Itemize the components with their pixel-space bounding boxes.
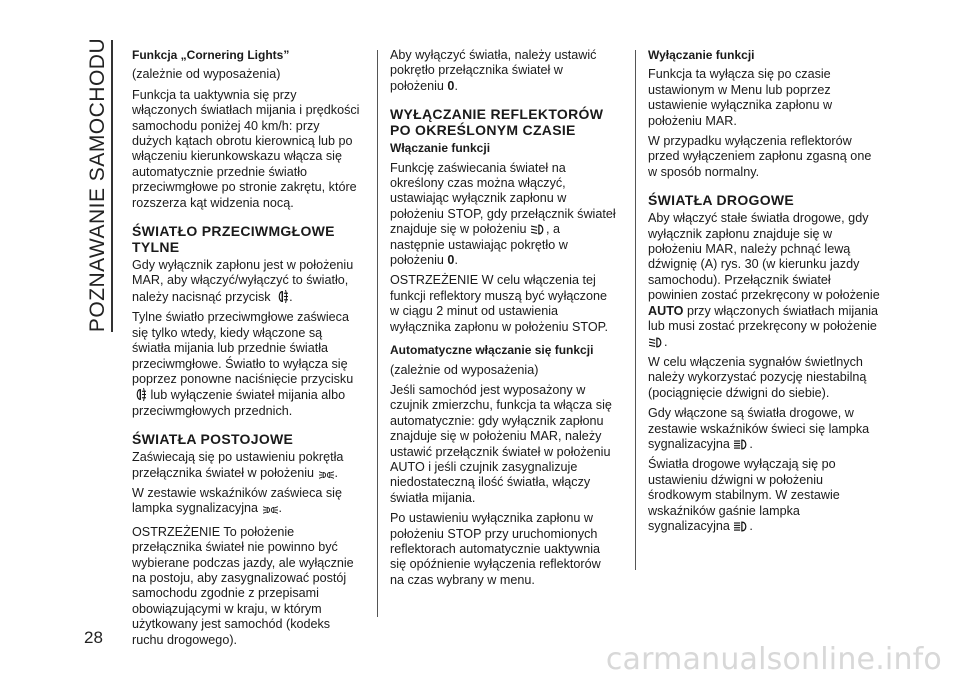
paragraph: Aby włączyć stałe światła drogowe, gdy wyłącznik zapłonu znajduje się w położeniu MAR, należy pchnąć lewą dźwignię (A) rys. 30 (w kierunku jazdy samochodu). Przełącznik świateł powinien zostać przekręcony w położenie AUTO przy włączonych światłach mijania lub musi zostać przekręcony w położenie . bbox=[648, 211, 880, 349]
paragraph: Światła drogowe wyłączają się po ustawieniu dźwigni w położeniu środkowym stabilnym. W zestawie wskaźników gaśnie lampka sygnalizacyjna . bbox=[648, 457, 840, 533]
parking-light-icon bbox=[263, 505, 278, 515]
column-divider bbox=[377, 50, 378, 617]
rear-fog-light-icon bbox=[275, 289, 288, 304]
paragraph: Funkcja ta uaktywnia się przy włączonych światłach mijania i prędkości samochodu poniżej 40 km/h: przy dużych kątach obrotu kierownicą lub po włączeniu kierunkowskazu włącza się automatycznie przednie światło przeciwmgłowe po stronie zakrętu, które rozszerza kąt widzenia nocą. bbox=[132, 87, 360, 210]
low-beam-icon bbox=[531, 223, 545, 236]
subsection-title: Włączanie funkcji bbox=[390, 141, 491, 156]
paragraph: (zależnie od wyposażenia) bbox=[390, 362, 539, 377]
paragraph: W celu włączenia sygnałów świetlnych należy wykorzystać pozycję niestabilną (pociągnięcie dźwigni do siebie). bbox=[648, 354, 867, 400]
high-beam-icon bbox=[734, 520, 748, 533]
side-divider bbox=[111, 40, 113, 332]
subsection-title: Funkcja „Cornering Lights” bbox=[132, 48, 290, 62]
paragraph: W zestawie wskaźników zaświeca się lampka sygnalizacyjna . bbox=[132, 485, 342, 516]
high-beam-icon bbox=[734, 438, 748, 451]
watermark-logo: carmanualsonline.info bbox=[605, 642, 942, 677]
warning-paragraph: OSTRZEŻENIE To położenie przełącznika świateł nie powinno być wybierane podczas jazdy, ale wyłącznie na postoju, aby zasygnalizować postój samochodu zgodnie z przepisami obowiązującymi w kraju, w którym użytkowany jest samochód (kodeks ruchu drogowego). bbox=[132, 524, 354, 647]
subsection-title: Wyłączanie funkcji bbox=[648, 48, 755, 62]
column-3 bbox=[648, 48, 880, 539]
section-heading: ŚWIATŁA DROGOWE bbox=[648, 192, 795, 209]
paragraph: Zaświecają się po ustawieniu pokrętła przełącznika świateł w położeniu . bbox=[132, 450, 344, 480]
section-heading: ŚWIATŁA POSTOJOWE bbox=[132, 431, 294, 448]
paragraph: (zależnie od wyposażenia) bbox=[132, 67, 281, 82]
section-heading: ŚWIATŁO PRZECIWMGŁOWE TYLNE bbox=[132, 223, 335, 256]
paragraph: Tylne światło przeciwmgłowe zaświeca się tylko wtedy, kiedy włączone są światła mijania lub przednie światła przeciwmgłowe. Światło to wyłącza się poprzez ponowne naciśnięcie przycisku lub wyłączenie świateł mijania albo przeciwmgłowych przednich. bbox=[132, 310, 354, 418]
paragraph: Aby wyłączyć światła, należy ustawić pokrętło przełącznika świateł w położeniu 0. bbox=[390, 48, 597, 93]
paragraph: Jeśli samochód jest wyposażony w czujnik zmierzchu, funkcja ta włącza się automatycznie: gdy wyłącznik zapłonu znajduje się w położeniu MAR, należy ustawić przełącznik świateł w położeniu AUTO i jeśli czujnik zasygnalizuje niedostateczną ilość światła, włączy światła mijania. bbox=[390, 382, 612, 505]
rear-fog-light-icon bbox=[133, 387, 146, 402]
paragraph: Funkcja ta wyłącza się po czasie ustawionym w Menu lub poprzez ustawienie wyłącznika zapłonu w położeniu MAR. bbox=[648, 67, 833, 128]
subsection-title: Automatyczne włączanie się funkcji bbox=[390, 343, 594, 358]
side-section-title: POZNAWANIE SAMOCHODU bbox=[86, 37, 110, 333]
paragraph: W przypadku wyłączenia reflektorów przed wyłączeniem zapłonu zgasną one w sposób normalny. bbox=[648, 134, 872, 179]
paragraph: Po ustawieniu wyłącznika zapłonu w położeniu STOP przy uruchomionych reflektorach automatycznie uaktywnia się opóźnienie wyłączenia reflektorów na czas wybrany w menu. bbox=[390, 511, 601, 587]
parking-light-icon bbox=[319, 470, 334, 480]
paragraph: Gdy włączone są światła drogowe, w zestawie wskaźników świeci się lampka sygnalizacyjna . bbox=[648, 406, 870, 451]
low-beam-icon bbox=[649, 336, 663, 349]
paragraph: Funkcję zaświecania świateł na określony czas można włączyć, ustawiając wyłącznik zapłonu w położeniu STOP, gdy przełącznik świateł znajduje się w położeniu , a następnie ustawiając pokrętło w położeniu 0. bbox=[390, 160, 616, 268]
column-divider bbox=[635, 50, 636, 570]
warning-paragraph: OSTRZEŻENIE W celu włączenia tej funkcji reflektory muszą być wyłączone w ciągu 2 minut od ustawienia wyłącznika zapłonu w położeniu STOP. bbox=[390, 273, 608, 334]
paragraph: Gdy wyłącznik zapłonu jest w położeniu MAR, aby włączyć/wyłączyć to światło, należy nacisnąć przycisk . bbox=[132, 258, 354, 304]
column-1 bbox=[132, 48, 360, 653]
page-number: 28 bbox=[84, 628, 103, 647]
section-heading: WYŁĄCZANIE REFLEKTORÓW PO OKREŚLONYM CZASIE bbox=[390, 106, 604, 139]
column-2 bbox=[390, 48, 618, 593]
